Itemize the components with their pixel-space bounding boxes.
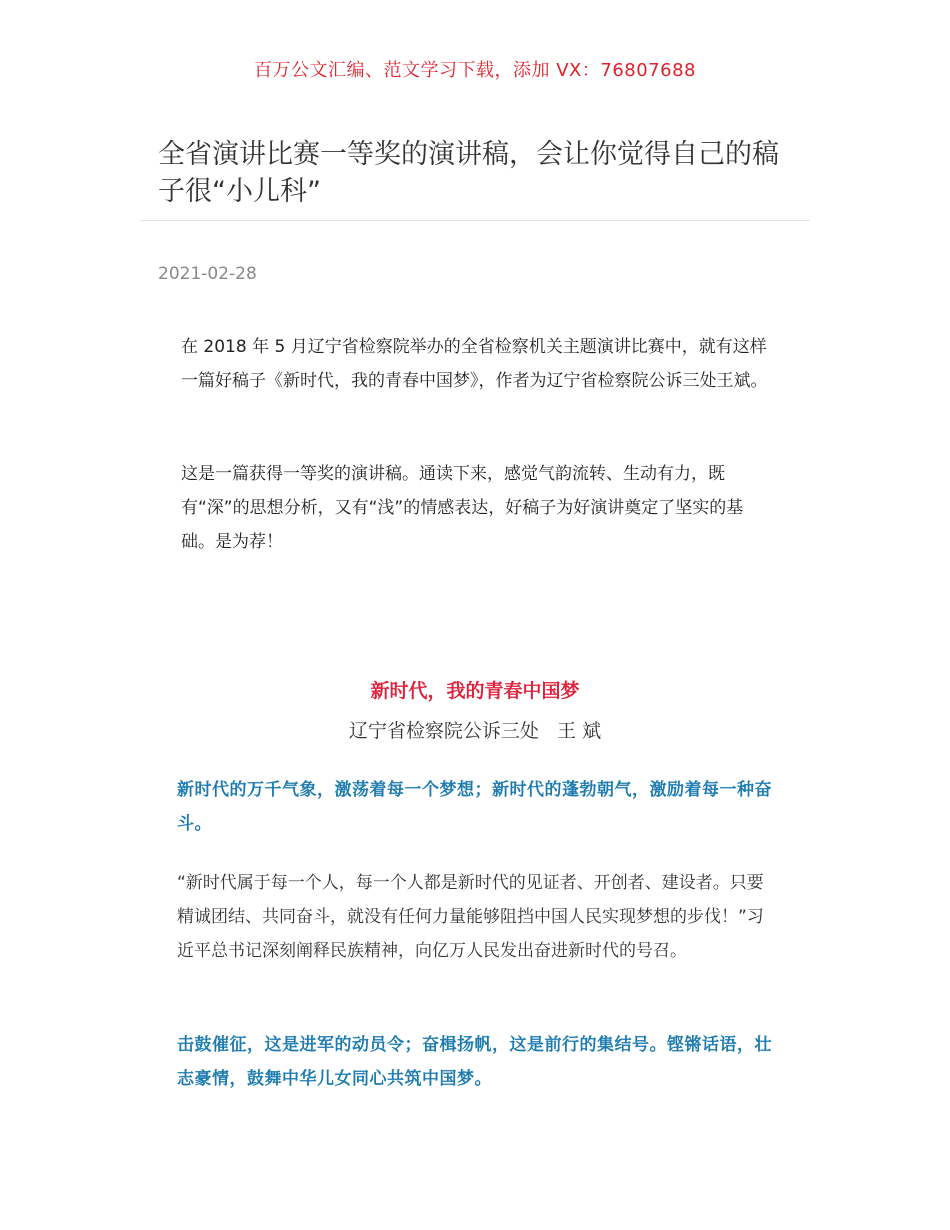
intro-paragraph-2: 这是一篇获得一等奖的演讲稿。通读下来，感觉气韵流转、生动有力，既有“深”的思想分析，又有“浅”的情感表达，好稿子为好演讲奠定了坚实的基础。是为荐！ [181,464,744,552]
speech-title: 新时代，我的青春中国梦 [370,680,580,702]
article-title: 全省演讲比赛一等奖的演讲稿，会让你觉得自己的稿子很“小儿科” [158,139,779,207]
highlight-quote-2: 击鼓催征，这是进军的动员令；奋楫扬帆，这是前行的集结号。铿锵话语，壮志豪情，鼓舞中华儿女同心共筑中国梦。 [177,1035,772,1089]
title-divider [140,220,810,221]
publish-date: 2021-02-28 [158,264,257,284]
speech-author: 辽宁省检察院公诉三处 王 斌 [348,720,602,742]
promo-banner: 百万公文汇编、范文学习下载，添加 VX：76807688 [254,60,696,81]
intro-paragraph-1: 在 2018 年 5 月辽宁省检察院举办的全省检察机关主题演讲比赛中，就有这样一篇好稿子《新时代，我的青春中国梦》，作者为辽宁省检察院公诉三处王斌。 [181,337,768,391]
speech-paragraph-1: “新时代属于每一个人，每一个人都是新时代的见证者、开创者、建设者。只要精诚团结、共同奋斗，就没有任何力量能够阻挡中国人民实现梦想的步伐！”习近平总书记深刻阐释民族精神，向亿万人民发出奋进新时代的号召。 [177,873,764,961]
highlight-quote-1: 新时代的万千气象，激荡着每一个梦想；新时代的蓬勃朝气，激励着每一种奋斗。 [177,780,772,834]
